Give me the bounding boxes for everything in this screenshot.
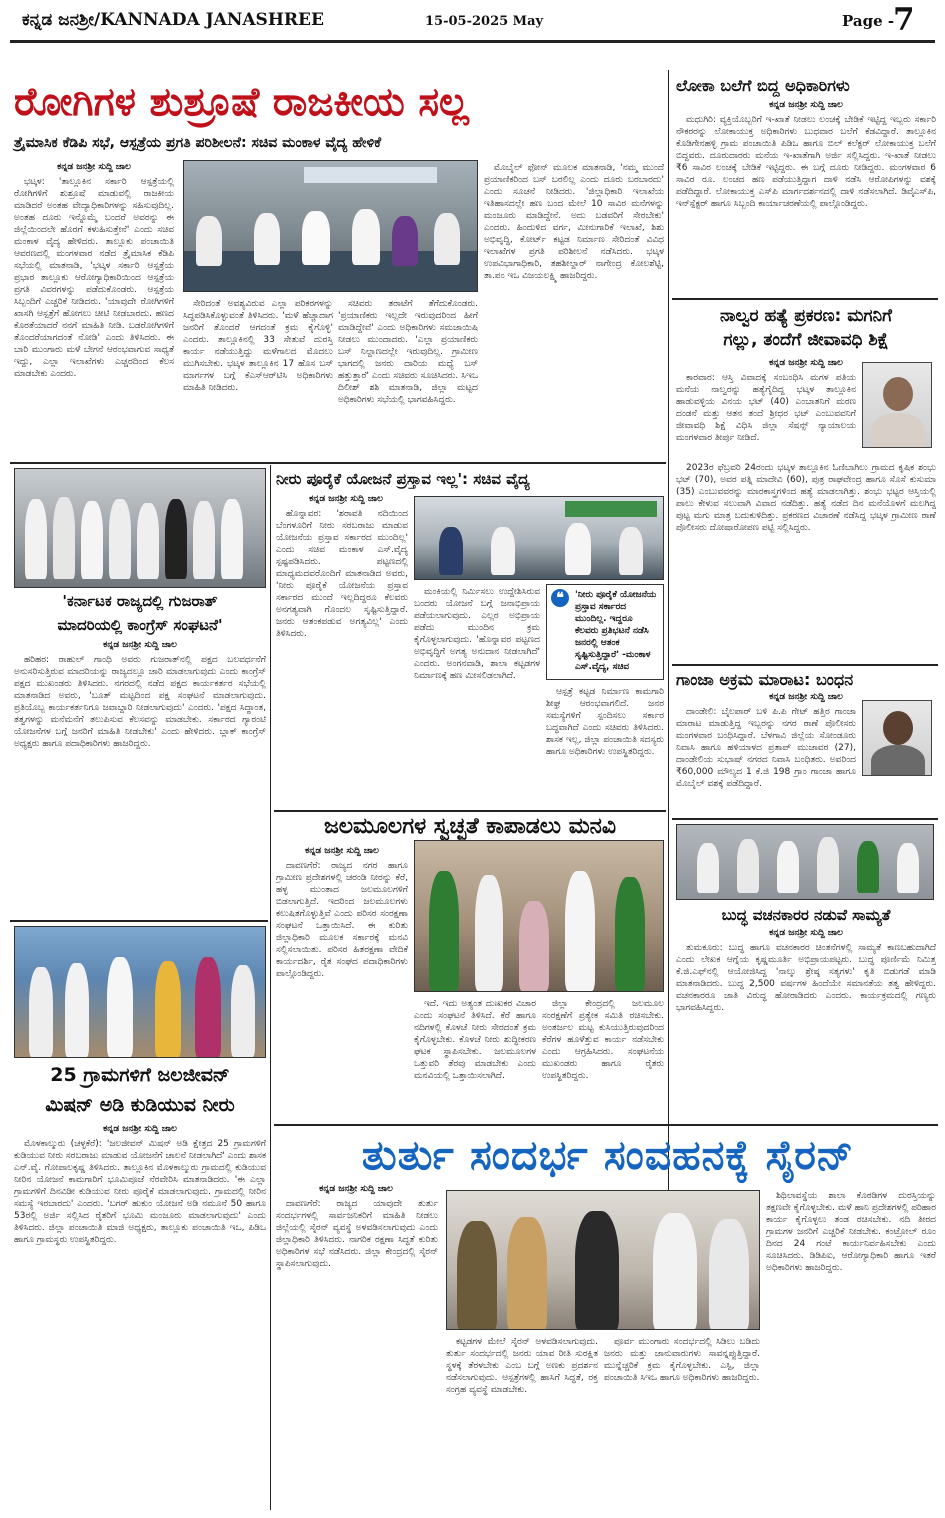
article-text: ದಾಂಡೇಲಿ: ಬೈಲಪಾರ್ ಬಳಿ ಪಿ.ಪಿ ಗೇಟ್ ಹತ್ತಿರ ಗಾಂಜಾ ಮಾರಾಟ ಮಾಡುತ್ತಿದ್ದ ಇಬ್ಬರನ್ನು ನಗರ ಠಾಣೆ ಪೊಲೀಸರು ಮಂಗಳವಾರ ಬಂಧಿಸಿದ್ದಾರೆ. ಬೆಳಗಾವಿ ಜಿಲ್ಲೆಯ ಸೋಂಡೂರು ನಿವಾಸಿ ಹಾಗೂ ಹಳಿಯಾಳದ ಪ್ರತಾಪ್ ಮುಜಾವರ (27), ದಾಂಡೇಲಿಯ ಸುಭಾಷ್ ನಗರದ ನಿವಾಸಿ ಬಂಧಿತರು. ಅವರಿಂದ ₹60,000 ಮೌಲ್ಯದ 1 ಕೆ.ಜಿ 198 ಗ್ರಾಂ ಗಾಂಜಾ ಹಾಗೂ ಮೊಬೈಲ್ ವಶಕ್ಕೆ ಪಡೆದಿದ್ದಾರೆ. [676, 707, 856, 789]
page-label: Page - [842, 12, 895, 30]
article-text: ದಾವಣಗೆರೆ: ರಾಜ್ಯದ ಯಾವುದೇ ತುರ್ತು ಸಂದರ್ಭಗಳಲ್ಲಿ ಸಾರ್ವಜನಿಕರಿಗೆ ಮಾಹಿತಿ ನೀಡಲು ಜಿಲ್ಲೆಯಲ್ಲಿ ಸೈರನ್ ವ್ಯವಸ್ಥೆ ಅಳವಡಿಸಲಾಗುವುದು ಎಂದು ಜಿಲ್ಲಾಧಿಕಾರಿ ತಿಳಿಸಿದರು. ನಾಗರಿಕ ರಕ್ಷಣಾ ಸಿದ್ಧತೆ ಕುರಿತು ಅಧಿಕಾರಿಗಳ ಸಭೆ ನಡೆಸಿದರು. ಜಿಲ್ಲಾ ಕೇಂದ್ರದಲ್ಲಿ ಸೈರನ್ ಸ್ಥಾಪಿಸಲಾಗುವುದು. [276, 1199, 438, 1269]
byline: ಕನ್ನಡ ಜನಶ್ರೀ ಸುದ್ದಿ ಜಾಲ [769, 100, 843, 110]
byline: ಕನ್ನಡ ಜನಶ್ರೀ ಸುದ್ದಿ ಜಾಲ [769, 928, 843, 938]
article-text: 2023ರ ಫೆಬ್ರವರಿ 24ರಂದು ಭಟ್ಕಳ ತಾಲ್ಲೂಕಿನ ಓಣಿಬಾಗಿಲು ಗ್ರಾಮದ ಕೃಷಿಕ ಶಂಭು ಭಟ್ (70), ಅವರ ಪತ್ನಿ ಮಾದೇವಿ (60), ಪುತ್ರ ರಾಘವೇಂದ್ರ ಹಾಗೂ ಸೊಸೆ ಕುಸುಮಾ (35) ಎಂಬುವವರನ್ನು ಮಾರಕಾಸ್ತ್ರಗಳಿಂದ ಹತ್ಯೆ ಮಾಡಲಾಗಿತ್ತು. ಶಂಭು ಭಟ್ಟರ ಆಸ್ತಿಯಲ್ಲಿ ಪಾಲು ಕೇಳುವ ಸಲುವಾಗಿ ವಿವಾದ ನಡೆದಿತ್ತು. ಹತ್ಯೆ ನಡೆದ ದಿನ ಮನೆಯೊಳಗೆ ಮಲಗಿದ್ದ ಪುಟ್ಟ ಮಗು ಮಾತ್ರ ಬದುಕುಳಿದಿತ್ತು. ಪ್ರಕರಣದ ವಿಚಾರಣೆ ನಡೆಸಿದ್ದ ಭಟ್ಕಳ ಗ್ರಾಮೀಣ ಠಾಣೆ ಪೊಲೀಸರು ದೋಷಾರೋಪಣ ಪಟ್ಟಿ ಸಲ್ಲಿಸಿದ್ದರು. [676, 463, 936, 533]
accused-portrait [862, 362, 932, 448]
byline: ಕನ್ನಡ ಜನಶ್ರೀ ಸುದ್ದಿ ಜಾಲ [103, 1124, 177, 1134]
section-rule [10, 920, 268, 922]
section-rule [274, 1124, 938, 1126]
article-text: ಮಧುಗಿರಿ: ವ್ಯಕ್ತಿಯೊಬ್ಬರಿಗೆ ಇ-ಖಾತೆ ನೀಡಲು ಲಂಚಕ್ಕೆ ಬೇಡಿಕೆ ಇಟ್ಟಿದ್ದ ಇಬ್ಬರು ಸರ್ಕಾರಿ ನೌಕರರನ್ನು ಲೋಕಾಯುಕ್ತ ಅಧಿಕಾರಿಗಳು ಬುಧವಾರ ಬಲೆಗೆ ಕೆಡವಿದ್ದಾರೆ. ತಾಲ್ಲೂಕಿನ ಕೊಡಿಗೇನಹಳ್ಳಿ ಗ್ರಾಮ ಪಂಚಾಯಿತಿ ಪಿಡಿಒ ಹಾಗೂ ಬಿಲ್ ಕಲೆಕ್ಟರ್ ಲೋಕಾಯುಕ್ತ ಬಲೆಗೆ ಬಿದ್ದವರು. ದೂರುದಾರರು ಮನೆಯ ಇ-ಖಾತೆಗಾಗಿ ಅರ್ಜಿ ಸಲ್ಲಿಸಿದ್ದರು. ಇ-ಖಾತೆ ನೀಡಲು ₹6 ಸಾವಿರ ಲಂಚಕ್ಕೆ ಬೇಡಿಕೆ ಇಟ್ಟಿದ್ದರು. ಈ ಬಗ್ಗೆ ದೂರು ನೀಡಿದ್ದರು. ಮಂಗಳವಾರ 6 ಸಾವಿರ ರೂ. ಲಂಚದ ಹಣ ಪಡೆಯುತ್ತಿದ್ದಾಗ ದಾಳಿ ನಡೆಸಿ ಆರೋಪಿಗಳನ್ನು ವಶಕ್ಕೆ ಪಡೆದಿದ್ದಾರೆ. ಲೋಕಾಯುಕ್ತ ಎಸ್‌ಪಿ ಮಾರ್ಗದರ್ಶನದಲ್ಲಿ ದಾಳಿ ನಡೆಸಲಾಗಿದೆ. ಡಿವೈಎಸ್‌ಪಿ, ಇನ್‌ಸ್ಪೆಕ್ಟರ್ ಹಾಗೂ ಸಿಬ್ಬಂದಿ ಕಾರ್ಯಾಚರಣೆಯಲ್ಲಿ ಪಾಲ್ಗೊಂಡಿದ್ದರು. [676, 115, 936, 209]
section-rule [672, 818, 938, 820]
masthead-rule [10, 40, 935, 43]
lamp-lighting-photo [14, 926, 266, 1058]
murder-headline-line2: ಗಲ್ಲು, ತಂದೆಗೆ ಜೀವಾವಧಿ ಶಿಕ್ಷೆ [723, 330, 889, 350]
article-text: ಮೊಳಕಾಲ್ಮುರು (ಚಳ್ಳಕೆರೆ): 'ಜಲಜೀವನ್ ಮಿಷನ್ ಅಡಿ ಕ್ಷೇತ್ರದ 25 ಗ್ರಾಮಗಳಿಗೆ ಕುಡಿಯುವ ನೀರು ಸರಬರಾಜು ಮಾಡುವ ಯೋಜನೆಗೆ ಚಾಲನೆ ನೀಡಲಾಗಿದೆ' ಎಂದು ಶಾಸಕ ಎನ್.ವೈ. ಗೋಪಾಲಕೃಷ್ಣ ತಿಳಿಸಿದರು. ತಾಲ್ಲೂಕಿನ ಮೊಳಕಾಲ್ಮುರು ಗ್ರಾಮದಲ್ಲಿ ಕುಡಿಯುವ ನೀರಿನ ಯೋಜನೆ ಕಾಮಗಾರಿಗೆ ಭೂಮಿಪೂಜೆ ನೆರವೇರಿಸಿ ಮಾತನಾಡಿದರು. 'ಈ ಎಲ್ಲಾ ಗ್ರಾಮಗಳಿಗೆ ದಿನವಿಡೀ ಕುಡಿಯುವ ನೀರು ಪೂರೈಕೆ ಮಾಡಲಾಗುವುದು. ಗ್ರಾಮದಲ್ಲಿ ನೀರಿನ ಸಮಸ್ಯೆ ಇರಬಾರದು' ಎಂದರು. 'ಬಗರ್ ಹುಕುಂ ಯೋಜನೆ ಅಡಿ ನಮೂನೆ 50 ಹಾಗೂ 53ರಲ್ಲಿ ಅರ್ಜಿ ಸಲ್ಲಿಸಿದ ರೈತರಿಗೆ ಭೂಮಿ ಮಂಜೂರು ಮಾಡಲಾಗುವುದು' ಎಂದು ತಿಳಿಸಿದರು. ಜಿಲ್ಲಾ ಪಂಚಾಯಿತಿ ಮಾಜಿ ಅಧ್ಯಕ್ಷರು, ತಾಲ್ಲೂಕು ಪಂಚಾಯಿತಿ ಇಒ, ಪಿಡಿಒ ಹಾಗೂ ಗ್ರಾಮಸ್ಥರು ಉಪಸ್ಥಿತರಿದ್ದರು. [14, 1139, 266, 1245]
murder-headline-line1: ನಾಲ್ವರ ಹತ್ಯೆ ಪ್ರಕರಣ: ಮಗನಿಗೆ [720, 306, 892, 326]
issue-date: 15-05-2025 May [425, 14, 544, 29]
congress-headline-line1: 'ಕರ್ನಾಟಕ ರಾಜ್ಯದಲ್ಲಿ ಗುಜರಾತ್ [62, 592, 218, 610]
section-rule [672, 298, 938, 300]
book-release-photo [676, 824, 934, 900]
accused-portrait [862, 700, 932, 776]
buddha-headline: ಬುದ್ಧ ವಚನಕಾರರ ನಡುವೆ ಸಾಮ್ಯತೆ [721, 906, 891, 924]
lead-subhead: ತ್ರೈಮಾಸಿಕ ಕೆಡಿಪಿ ಸಭೆ, ಆಸ್ಪತ್ರೆಯ ಪ್ರಗತಿ ಪರಿಶೀಲನೆ: ಸಚಿವ ಮಂಕಾಳ ವೈದ್ಯ ಹೇಳಿಕೆ [14, 135, 382, 151]
page-number: 7 [893, 2, 915, 38]
byline: ಕನ್ನಡ ಜನಶ್ರೀ ಸುದ್ದಿ ಜಾಲ [319, 1184, 393, 1194]
byline: ಕನ್ನಡ ಜನಶ್ರೀ ಸುದ್ದಿ ಜಾಲ [305, 846, 379, 856]
article-text: ಹೊನ್ನಾವರ: 'ಶರಾವತಿ ನದಿಯಿಂದ ಬೆಂಗಳೂರಿಗೆ ನೀರು ಸರಬರಾಜು ಮಾಡುವ ಯೋಜನೆಯ ಪ್ರಸ್ತಾವ ಸರ್ಕಾರದ ಮುಂದಿಲ್ಲ' ಎಂದು ಸಚಿವ ಮಂಕಾಳ ಎಸ್.ವೈದ್ಯ ಸ್ಪಷ್ಟಪಡಿಸಿದರು. ಪಟ್ಟಣದಲ್ಲಿ ಮಾಧ್ಯಮದವರೊಂದಿಗೆ ಮಾತನಾಡಿದ ಅವರು, 'ನೀರು ಪೂರೈಕೆ ಯೋಜನೆಯ ಪ್ರಸ್ತಾವ ಸರ್ಕಾರದ ಮುಂದೆ ಇಲ್ಲದಿದ್ದರೂ ಕೆಲವರು ಅನಗತ್ಯವಾಗಿ ಗೊಂದಲ ಸೃಷ್ಟಿಸುತ್ತಿದ್ದಾರೆ. ಜನರು ಆತಂಕಪಡುವ ಅಗತ್ಯವಿಲ್ಲ' ಎಂದು ತಿಳಿಸಿದರು. [276, 509, 408, 639]
jal-jeevan-headline-line1: 25 ಗ್ರಾಮಗಳಿಗೆ ಜಲಜೀವನ್ [50, 1064, 230, 1086]
byline: ಕನ್ನಡ ಜನಶ್ರೀ ಸುದ್ದಿ ಜಾಲ [103, 640, 177, 650]
column-divider [270, 465, 271, 1510]
article-text: ಸೇರಿದಂತೆ ಅವಶ್ಯವಿರುವ ಎಲ್ಲಾ ಪರಿಕರಗಳನ್ನು ಸಿದ್ಧಪಡಿಸಿಕೊಳ್ಳುವಂತೆ ತಿಳಿಸಿದರು. 'ಮಳೆ ಹೆಚ್ಚಾದಾಗ ಜನರಿಗೆ ತೊಂದರೆ ಆಗದಂತೆ ಕ್ರಮ ಕೈಗೊಳ್ಳಿ' ಎಂದರು. ತಾಲ್ಲೂಕಿನಲ್ಲಿ 33 ಸೇತುವೆ ದುರಸ್ತಿ ಕಾರ್ಯ ನಡೆಯುತ್ತಿದ್ದು ಮಳೆಗಾಲದ ಮೊದಲು ಮುಗಿಸಬೇಕು. ಭಟ್ಕಳ ತಾಲ್ಲೂಕಿನ 17 ಹೊಸ ಬಸ್ ಮಾರ್ಗಗಳ ಬಗ್ಗೆ ಕೆಎಸ್‌ಆರ್‌ಟಿಸಿ ಅಧಿಕಾರಿಗಳು ಮಾಹಿತಿ ನೀಡಿದರು. [183, 299, 333, 393]
article-text: ಹರಿಹರ: ರಾಹುಲ್ ಗಾಂಧಿ ಅವರು ಗುಜರಾತ್‌ನಲ್ಲಿ ಪಕ್ಷದ ಬಲವರ್ಧನೆಗೆ ಅನುಸರಿಸುತ್ತಿರುವ ಮಾದರಿಯನ್ನು ರಾಜ್ಯದಲ್ಲೂ ಜಾರಿ ಮಾಡಲಾಗುವುದು ಎಂದು ಕಾಂಗ್ರೆಸ್ ಪಕ್ಷದ ಮುಖಂಡರು ತಿಳಿಸಿದರು. ನಗರದಲ್ಲಿ ನಡೆದ ಪಕ್ಷದ ಕಾರ್ಯಕರ್ತರ ಸಭೆಯಲ್ಲಿ ಮಾತನಾಡಿದ ಅವರು, 'ಬೂತ್ ಮಟ್ಟದಿಂದ ಪಕ್ಷ ಸಂಘಟನೆ ಮಾಡಲಾಗುವುದು. ಪ್ರತಿಯೊಬ್ಬ ಕಾರ್ಯಕರ್ತನಿಗೂ ಜವಾಬ್ದಾರಿ ನೀಡಲಾಗುವುದು' ಎಂದರು. 'ಪಕ್ಷದ ಸಿದ್ಧಾಂತ, ತತ್ವಗಳನ್ನು ಮನೆಮನೆಗೆ ತಲುಪಿಸುವ ಕೆಲಸವನ್ನು ಮಾಡಬೇಕು. ಸರ್ಕಾರದ ಗ್ಯಾರಂಟಿ ಯೋಜನೆಗಳ ಬಗ್ಗೆ ಜನರಿಗೆ ಮಾಹಿತಿ ನೀಡಬೇಕು' ಎಂದು ಹೇಳಿದರು. ಬ್ಲಾಕ್ ಕಾಂಗ್ರೆಸ್ ಅಧ್ಯಕ್ಷರು ಹಾಗೂ ಪದಾಧಿಕಾರಿಗಳು ಹಾಜರಿದ್ದರು. [14, 655, 266, 749]
memorandum-photo [414, 840, 664, 992]
article-text: ಆಸ್ಪತ್ರೆ ಕಟ್ಟಡ ನಿರ್ಮಾಣ ಕಾಮಗಾರಿ ಶೀಘ್ರ ಆರಂಭವಾಗಲಿದೆ. ಜನರ ಸಮಸ್ಯೆಗಳಿಗೆ ಸ್ಪಂದಿಸಲು ಸರ್ಕಾರ ಬದ್ಧವಾಗಿದೆ ಎಂದು ಸಚಿವರು ತಿಳಿಸಿದರು. ಶಾಸಕ ಇಲ್ಲ, ಜಿಲ್ಲಾ ಪಂಚಾಯಿತಿ ಸದಸ್ಯರು ಹಾಗೂ ಅಧಿಕಾರಿಗಳು ಉಪಸ್ಥಿತರಿದ್ದರು. [546, 687, 664, 757]
byline: ಕನ್ನಡ ಜನಶ್ರೀ ಸುದ್ದಿ ಜಾಲ [57, 162, 131, 172]
lead-headline: ರೋಗಿಗಳ ಶುಶ್ರೂಷೆ ರಾಜಕೀಯ ಸಲ್ಲ [14, 80, 469, 125]
article-text: ಕಟ್ಟಡಗಳ ಮೇಲೆ ಸೈರನ್ ಅಳವಡಿಸಲಾಗುವುದು. ತುರ್ತು ಸಂದರ್ಭದಲ್ಲಿ ಜನರು ಯಾವ ರೀತಿ ಸುರಕ್ಷಿತ ಸ್ಥಳಕ್ಕೆ ತೆರಳಬೇಕು ಎಂಬ ಬಗ್ಗೆ ಅಣಕು ಪ್ರದರ್ಶನ ನಡೆಸಲಾಗುವುದು. ಆಸ್ಪತ್ರೆಗಳಲ್ಲಿ ಹಾಸಿಗೆ ಸಿದ್ಧತೆ, ರಕ್ತ ಸಂಗ್ರಹ ವ್ಯವಸ್ಥೆ ಮಾಡಬೇಕು. [446, 1337, 598, 1395]
byline: ಕನ್ನಡ ಜನಶ್ರೀ ಸುದ್ದಿ ಜಾಲ [769, 692, 843, 702]
section-rule [672, 664, 938, 666]
byline: ಕನ್ನಡ ಜನಶ್ರೀ ಸುದ್ದಿ ಜಾಲ [769, 358, 843, 368]
article-text: ಕಾರವಾರ: ಆಸ್ತಿ ವಿವಾದಕ್ಕೆ ಸಂಬಂಧಿಸಿ ಮಗಳ ಪತಿಯ ಮನೆಯ ನಾಲ್ವರನ್ನು ಹತ್ಯೆಗೈದಿದ್ದ ಭಟ್ಕಳ ತಾಲ್ಲೂಕಿನ ಹಾಡುವಳ್ಳಿಯ ವಿನಯ ಭಟ್ (40) ಎಂಬಾತನಿಗೆ ಮರಣ ದಂಡನೆ ಮತ್ತು ಆತನ ತಂದೆ ಶ್ರೀಧರ ಭಟ್ ಎಂಬುವವನಿಗೆ ಜೀವಾವಧಿ ಶಿಕ್ಷೆ ವಿಧಿಸಿ ಜಿಲ್ಲಾ ಸೆಷನ್ಸ್ ನ್ಯಾಯಾಲಯ ಮಂಗಳವಾರ ತೀರ್ಪು ನೀಡಿದೆ. [676, 373, 856, 443]
siren-headline: ತುರ್ತು ಸಂದರ್ಭ ಸಂವಹನಕ್ಕೆ ಸೈರನ್ [361, 1131, 855, 1179]
pull-quote-text: 'ನೀರು ಪೂರೈಕೆ ಯೋಜನೆಯ ಪ್ರಸ್ತಾವ ಸರ್ಕಾರದ ಮುಂದಿಲ್ಲ. ಇದ್ದರೂ ಕೆಲವರು ಪ್ರತಿಭಟನೆ ನಡೆಸಿ ಜನರಲ್ಲಿ ಆತಂಕ ಸೃಷ್ಟಿಸುತ್ತಿದ್ದಾರೆ' -ಮಂಕಾಳ ಎಸ್.ವೈದ್ಯ, ಸಚಿವ [575, 590, 657, 672]
article-text: ದಾವಣಗೆರೆ: ರಾಜ್ಯದ ನಗರ ಹಾಗೂ ಗ್ರಾಮೀಣ ಪ್ರದೇಶಗಳಲ್ಲಿ ಚರಂಡಿ ನೀರನ್ನು ಕೆರೆ, ಹಳ್ಳ ಮುಂತಾದ ಜಲಮೂಲಗಳಿಗೆ ಬಿಡಲಾಗುತ್ತಿದೆ. ಇದರಿಂದ ಜಲಮೂಲಗಳು ಕಲುಷಿತಗೊಳ್ಳುತ್ತಿವೆ ಎಂದು ಪರಿಸರ ಸಂರಕ್ಷಣಾ ಸಂಘಟನೆ ಒತ್ತಾಯಿಸಿದೆ. ಈ ಕುರಿತು ಜಿಲ್ಲಾಧಿಕಾರಿ ಮೂಲಕ ಸರ್ಕಾರಕ್ಕೆ ಮನವಿ ಸಲ್ಲಿಸಲಾಯಿತು. ಪರಿಸರ ಹಿತರಕ್ಷಣಾ ವೇದಿಕೆ ಕಾರ್ಯದರ್ಶಿ, ರೈತ ಸಂಘದ ಪದಾಧಿಕಾರಿಗಳು ಪಾಲ್ಗೊಂಡಿದ್ದರು. [276, 861, 408, 979]
article-text: ಇದೆ. ಇದು ಅತ್ಯಂತ ದುಃಖಕರ ವಿಚಾರ ಎಂದು ಸಂಘಟನೆ ತಿಳಿಸಿದೆ. ಕೆರೆ ಹಾಗೂ ನದಿಗಳಲ್ಲಿ ಕೊಳಚೆ ನೀರು ಸೇರದಂತೆ ಕ್ರಮ ಕೈಗೊಳ್ಳಬೇಕು. ಕೊಳಚೆ ನೀರು ಶುದ್ಧೀಕರಣ ಘಟಕ ಸ್ಥಾಪಿಸಬೇಕು. ಜಲಮೂಲಗಳ ಒತ್ತುವರಿ ತೆರವು ಮಾಡಬೇಕು ಎಂದು ಮನವಿಯಲ್ಲಿ ಒತ್ತಾಯಿಸಲಾಗಿದೆ. [414, 999, 536, 1081]
ganja-headline: ಗಾಂಜಾ ಅಕ್ರಮ ಮಾರಾಟ: ಬಂಧನ [676, 670, 854, 689]
congress-meeting-photo [14, 468, 266, 588]
article-text: ಭಟ್ಕಳ: 'ತಾಲ್ಲೂಕಿನ ಸರ್ಕಾರಿ ಆಸ್ಪತ್ರೆಯಲ್ಲಿ ರೋಗಿಗಳಿಗೆ ಶುಶ್ರೂಷೆ ಮಾಡುವಲ್ಲಿ ರಾಜಕೀಯ ಮಾಡಿದರೆ ಅಂತಹ ವೇದ್ಯಾಧಿಕಾರಿಗಳನ್ನು ಸಹಿಸುವುದಿಲ್ಲ. ಅಂತಹ ದೂರು ಇನ್ನೊಮ್ಮೆ ಬಂದರೆ ಅವರನ್ನು ಈ ಜಿಲ್ಲೆಯಿಂದಲೇ ಹೊರಗೆ ಕಳುಹಿಸುತ್ತೇನೆ' ಎಂದು ಸಚಿವ ಮಂಕಾಳ ವೈದ್ಯ ಹೇಳಿದರು. ತಾಲ್ಲೂಕು ಪಂಚಾಯಿತಿ ಆವರಣದಲ್ಲಿ ಮಂಗಳವಾರ ನಡೆದ ತ್ರೈಮಾಸಿಕ ಕೆಡಿಪಿ ಸಭೆಯಲ್ಲಿ ಮಾತನಾಡಿ, 'ಭಟ್ಕಳ ಸರ್ಕಾರಿ ಆಸ್ಪತ್ರೆಯ ಪ್ರಭಾರ ತಾಲ್ಲೂಕು ಆರೋಗ್ಯಾಧಿಕಾರಿಯಿಂದ ಆಸ್ಪತ್ರೆಯ ಪ್ರಗತಿ ವಿವರಗಳನ್ನು ಪಡೆದುಕೊಂಡರು. ಆಸ್ಪತ್ರೆಯ ಸಿಬ್ಬಂದಿಗೆ ಎಚ್ಚರಿಕೆ ನೀಡಿದರು. 'ಯಾವುದೇ ರೋಗಿಗಳಿಗೆ ಖಾಸಗಿ ಆಸ್ಪತ್ರೆಗೆ ಹೋಗಲು ಚೀಟಿ ನೀಡಬಾರದು. ಹಣದ ಕೊರತೆಯಾದರೆ ನನಗೆ ಮಾಹಿತಿ ನೀಡಿ. ಬಡರೋಗಿಗಳಿಗೆ ತೊಂದರೆಯಾಗದಂತೆ ನೋಡಿ' ಎಂದು ತಿಳಿಸಿದರು. ಈ ಬಾರಿ ಮುಂಗಾರು ಮಳೆ ಬೇಗನೆ ಆರಂಭವಾಗುವ ಸಾಧ್ಯತೆ ಇದ್ದು, ಎಲ್ಲಾ ಇಲಾಖೆಗಳು ಎಚ್ಚರದಿಂದ ಕೆಲಸ ಮಾಡಬೇಕು ಎಂದರು. [14, 177, 174, 379]
byline: ಕನ್ನಡ ಜನಶ್ರೀ ಸುದ್ದಿ ಜಾಲ [309, 494, 383, 504]
jal-jeevan-headline-line2: ಮಿಷನ್ ಅಡಿ ಕುಡಿಯುವ ನೀರು [45, 1094, 235, 1116]
article-text: ಮೊಬೈಲ್ ಫೋನ್ ಮೂಲಕ ಮಾತನಾಡಿ, 'ನಮ್ಮ ಮುಂದೆ ಪ್ರಯಾಣಿಕರಿಂದ ಬಸ್ ಬರಲಿಲ್ಲ ಎಂದು ದೂರು ಬರಬಾರದು' ಎಂದು ಸೂಚನೆ ನೀಡಿದರು. 'ಜಿಲ್ಲಾಧಿಕಾರಿ ಇಲಾಖೆಯ ಇತಿಹಾಸದಲ್ಲೇ ಹಣ ಬಂದ ಮೇಲೆ 10 ಸಾವಿರ ಮನೆಗಳನ್ನು ಮಂಜೂರು ಮಾಡಿದ್ದೇನೆ. ಅದು ಬಡವರಿಗೆ ಸೇರಬೇಕು' ಎಂದರು. ಹಿಂದುಳಿದ ವರ್ಗ, ಮೀನುಗಾರಿಕೆ ಇಲಾಖೆ, ಶಿಶು ಅಭಿವೃದ್ಧಿ, ಕೋರ್ಟ್ ಕಟ್ಟಡ ನಿರ್ಮಾಣ ಸೇರಿದಂತೆ ವಿವಿಧ ಇಲಾಖೆಗಳ ಪ್ರಗತಿ ಪರಿಶೀಲನೆ ನಡೆಸಿದರು. ಭಟ್ಕಳ ಉಪವಿಭಾಗಾಧಿಕಾರಿ, ತಹಶೀಲ್ದಾರ್ ನಾಗೇಂದ್ರ ಕೋಲಶೆಟ್ಟಿ, ತಾ.ಪಂ ಇಒ ವಿಜಯಲಕ್ಷ್ಮಿ ಹಾಜರಿದ್ದರು. [484, 163, 664, 281]
article-text: ಪೂರ್ವ ಮುಂಗಾರು ಸಂದರ್ಭದಲ್ಲಿ ಸಿಡಿಲು ಬಡಿದು ಜನರು ಮತ್ತು ಜಾನುವಾರುಗಳು ಸಾವನ್ನಪ್ಪುತ್ತಿದ್ದಾರೆ. ಮುನ್ನೆಚ್ಚರಿಕೆ ಕ್ರಮ ಕೈಗೊಳ್ಳಬೇಕು. ಎಸ್ಪಿ, ಜಿಲ್ಲಾ ಪಂಚಾಯಿತಿ ಸಿಇಒ ಹಾಗೂ ಅಧಿಕಾರಿಗಳು ಹಾಜರಿದ್ದರು. [604, 1337, 760, 1383]
article-text: ಶಿಥಿಲಾವಸ್ಥೆಯ ಶಾಲಾ ಕೊಠಡಿಗಳ ದುರಸ್ತಿಯನ್ನು ತಕ್ಷಣವೇ ಕೈಗೊಳ್ಳಬೇಕು. ಮಳೆ ಹಾನಿ ಪ್ರದೇಶಗಳಲ್ಲಿ ಪರಿಹಾರ ಕಾರ್ಯ ಕೈಗೊಳ್ಳಲು ತಂಡ ರಚಿಸಬೇಕು. ನದಿ ತೀರದ ಗ್ರಾಮಗಳ ಜನರಿಗೆ ಎಚ್ಚರಿಕೆ ನೀಡಬೇಕು. ಕಂಟ್ರೋಲ್ ರೂಂ ದಿನದ 24 ಗಂಟೆ ಕಾರ್ಯನಿರ್ವಹಿಸಬೇಕು ಎಂದು ಸೂಚಿಸಿದರು. ಡಿಡಿಪಿಐ, ಆರೋಗ್ಯಾಧಿಕಾರಿ ಹಾಗೂ ಇತರೆ ಅಧಿಕಾರಿಗಳು ಹಾಜರಿದ್ದರು. [766, 1191, 936, 1273]
kdp-meeting-photo [183, 160, 478, 292]
article-text: ಮಂಕಿಯಲ್ಲಿ ನಿರ್ಮಿಸಲು ಉದ್ದೇಶಿಸಿರುವ ಬಂದರು ಯೋಜನೆ ಬಗ್ಗೆ ಜನಾಭಿಪ್ರಾಯ ಪಡೆಯಲಾಗುವುದು. ಎಲ್ಲರ ಅಭಿಪ್ರಾಯ ಪಡೆದು ಮುಂದಿನ ಕ್ರಮ ಕೈಗೊಳ್ಳಲಾಗುವುದು. 'ಹೊನ್ನಾವರ ಪಟ್ಟಣದ ಅಭಿವೃದ್ಧಿಗೆ ಅಗತ್ಯ ಅನುದಾನ ನೀಡಲಾಗಿದೆ' ಎಂದರು. ಅಂಗನವಾಡಿ, ಶಾಲಾ ಕಟ್ಟಡಗಳ ನಿರ್ಮಾಣಕ್ಕೆ ಹಣ ಮೀಸಲಿಡಲಾಗಿದೆ. [414, 587, 540, 681]
jalamoola-headline: ಜಲಮೂಲಗಳ ಸ್ವಚ್ಛತೆ ಕಾಪಾಡಲು ಮನವಿ [323, 814, 617, 839]
article-text: ಜಿಲ್ಲಾ ಕೇಂದ್ರದಲ್ಲಿ ಜಲಮೂಲ ಸಂರಕ್ಷಣೆಗೆ ಪ್ರತ್ಯೇಕ ಸಮಿತಿ ರಚಿಸಬೇಕು. ಅಂತರ್ಜಲ ಮಟ್ಟ ಕುಸಿಯುತ್ತಿರುವುದರಿಂದ ಕೆರೆಗಳ ಹೂಳೆತ್ತುವ ಕಾರ್ಯ ನಡೆಸಬೇಕು ಎಂದು ಆಗ್ರಹಿಸಿದರು. ಸಂಘಟನೆಯ ಮುಖಂಡರು ಹಾಗೂ ರೈತರು ಉಪಸ್ಥಿತರಿದ್ದರು. [542, 999, 664, 1081]
lokayukta-headline: ಲೋಕಾ ಬಲೆಗೆ ಬಿದ್ದ ಅಧಿಕಾರಿಗಳು [676, 76, 850, 95]
water-policy-headline: ನೀರು ಪೂರೈಕೆ ಯೋಜನೆ ಪ್ರಸ್ತಾವ ಇಲ್ಲ': ಸಚಿವ ವೈದ್ಯ [276, 470, 530, 488]
article-text: ತುಮಕೂರು: ಬುದ್ಧ ಹಾಗೂ ವಚನಕಾರರ ಚಿಂತನೆಗಳಲ್ಲಿ ಸಾಮ್ಯತೆ ಕಾಣಬಹುದಾಗಿದೆ ಎಂದು ಲೇಖಕ ಆಗ್ನೆಯ ಕೃಷ್ಣಮೂರ್ತಿ ಅಭಿಪ್ರಾಯಪಟ್ಟರು. ಬುದ್ಧ ಪೂರ್ಣಿಮೆ ನಿಮಿತ್ತ ಕೆ.ಜಿ.ಎಫ್‌ನಲ್ಲಿ ಆಯೋಜಿಸಿದ್ದ 'ನಾಲ್ಕು ಶ್ರೇಷ್ಠ ಸತ್ಯಗಳು' ಕೃತಿ ಬಿಡುಗಡೆ ಮಾಡಿ ಮಾತನಾಡಿದರು. ಬುದ್ಧ 2,500 ವರ್ಷಗಳ ಹಿಂದೆಯೇ ಸಮಾನತೆಯ ತತ್ವ ಹೇಳಿದ್ದರು. ವಚನಕಾರರೂ ಜಾತಿ ವಿರುದ್ಧ ಹೋರಾಡಿದರು ಎಂದರು. ಕಾರ್ಯಕ್ರಮದಲ್ಲಿ ಗಣ್ಯರು ಭಾಗವಹಿಸಿದ್ದರು. [676, 943, 936, 1013]
section-rule [10, 462, 666, 464]
pull-quote [546, 584, 664, 680]
section-rule [274, 810, 666, 812]
article-text: ಸಚಿವರು ತರಾಟೆಗೆ ತೆಗೆದುಕೊಂಡರು. 'ಪ್ರಯಾಣಿಕರು ಇಲ್ಲದೇ ಇರುವುದರಿಂದ ಹೀಗೆ ಮಾಡಿದ್ದೇವೆ' ಎಂದು ಅಧಿಕಾರಿಗಳು ಸಮಜಾಯಿಷಿ ನೀಡಲು ಮುಂದಾದರು. 'ಎಲ್ಲಾ ಪ್ರಯಾಣಿಕರು ಬಸ್ ನಿಲ್ದಾಣದಲ್ಲೇ ಇರುವುದಿಲ್ಲ. ಗ್ರಾಮೀಣ ಭಾಗದಲ್ಲಿ ಜನರು ದಾರಿಯ ಮಧ್ಯೆ ಬಸ್ ಹತ್ತುತ್ತಾರೆ' ಎಂದು ಸಚಿವರು ಸೂಚಿಸಿದರು. ಸಿಇಒ ದಿಲೀಶ್ ಶಶಿ ಮಾತನಾಡಿ, ಜಿಲ್ಲಾ ಮಟ್ಟದ ಅಧಿಕಾರಿಗಳು ಸಭೆಯಲ್ಲಿ ಭಾಗವಹಿಸಿದ್ದರು. [338, 299, 478, 405]
congress-headline-line2: ಮಾದರಿಯಲ್ಲಿ ಕಾಂಗ್ರೆಸ್ ಸಂಘಟನೆ' [57, 616, 223, 634]
press-meet-photo [414, 496, 664, 580]
masthead-title: ಕನ್ನಡ ಜನಶ್ರೀ/KANNADA JANASHREE [22, 10, 324, 30]
column-divider [668, 70, 669, 1210]
officials-meeting-photo [446, 1190, 760, 1330]
quote-icon: ❝ [551, 589, 569, 607]
